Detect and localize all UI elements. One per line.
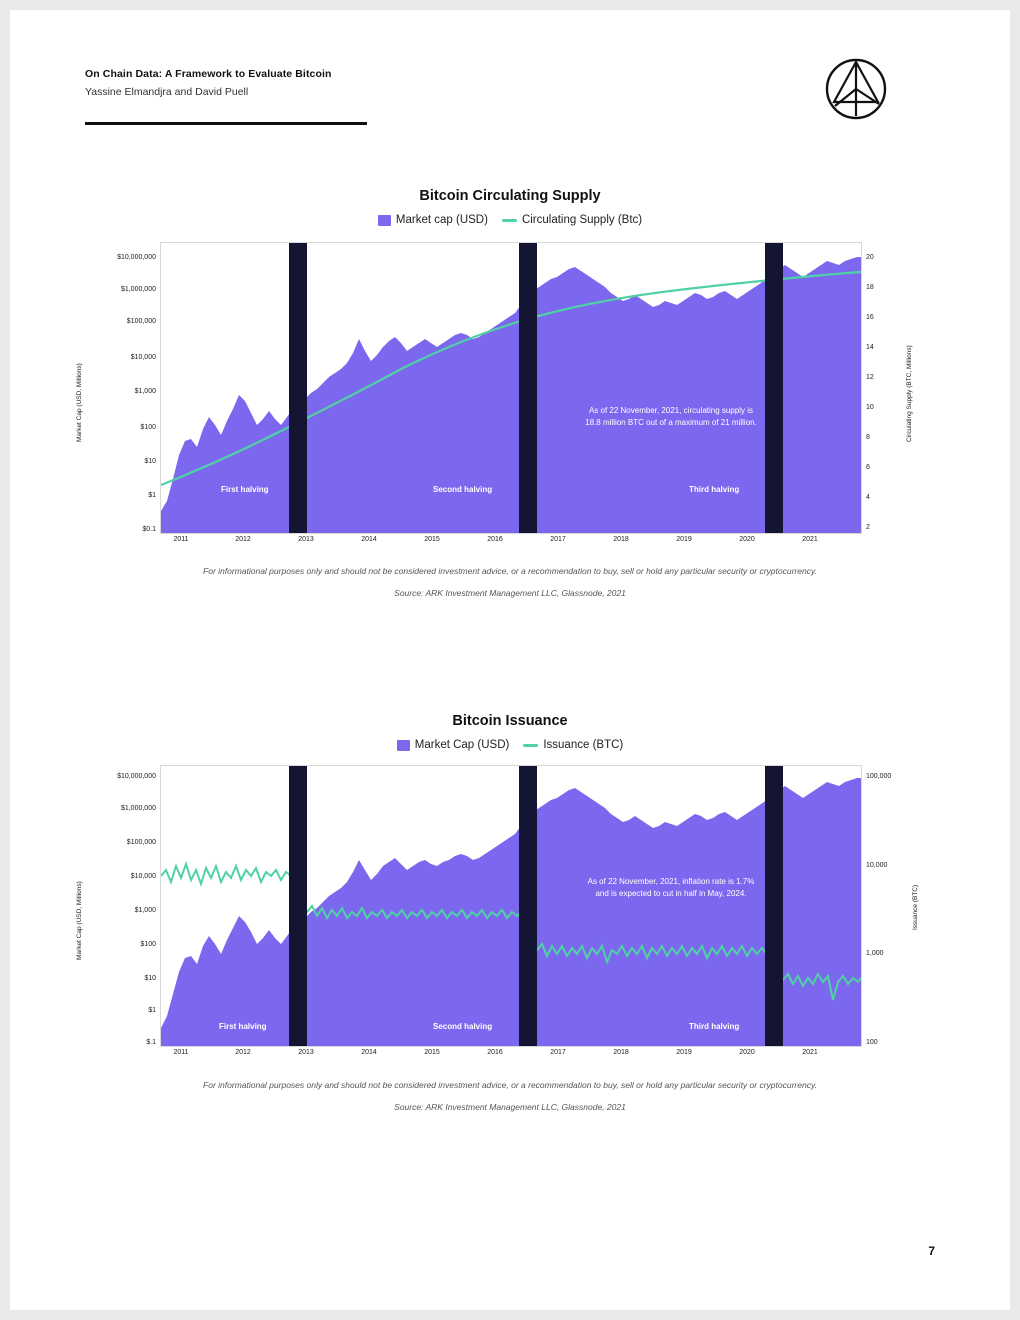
document-header-title: On Chain Data: A Framework to Evaluate Bitcoin: [85, 68, 332, 80]
chart-2-ytick-2: $100,000: [126, 839, 156, 846]
chart-2-xtick-9: 2020: [739, 1049, 755, 1056]
chart-1-title: Bitcoin Circulating Supply: [419, 188, 601, 204]
ark-invest-logo-icon: [825, 58, 887, 120]
chart-1-y2tick-3: 14: [866, 344, 874, 351]
chart-2-xtick-2: 2013: [298, 1049, 314, 1056]
chart-1-y2tick-9: 2: [866, 524, 870, 531]
chart-1-annotation: As of 22 November, 2021, circulating supply is 18.8 million BTC out of a maximum of 21 million.: [585, 406, 757, 427]
chart-1-y2tick-6: 8: [866, 434, 870, 441]
chart-2-ylabel-right: Issuance (BTC): [912, 884, 919, 930]
legend-label-circulating-supply: Circulating Supply (Btc): [521, 214, 643, 226]
chart-2-annotation: As of 22 November, 2021, inflation rate is 1.7% and is expected to cut in half in May, 2024.: [587, 877, 755, 898]
chart-2-xtick-1: 2012: [235, 1049, 251, 1056]
chart-1-ylabel-left: Market Cap (USD, Millions): [76, 363, 83, 442]
chart-1-y2tick-8: 4: [866, 494, 870, 501]
chart-2-xtick-4: 2015: [424, 1049, 440, 1056]
legend-item-circulating-supply: [502, 214, 642, 226]
chart-2-ytick-6: $10: [144, 975, 156, 982]
document-page: [10, 10, 1010, 1310]
chart-2-legend: [10, 739, 1010, 751]
chart-2-source: Source: ARK Investment Management LLC, Glassnode, 2021: [394, 1102, 626, 1112]
chart-2-ytick-0: $10,000,000: [117, 773, 156, 780]
legend-item-issuance: [523, 739, 623, 751]
chart-1-y2tick-2: 16: [866, 314, 874, 321]
chart-1-ytick-7: $1: [148, 492, 156, 499]
chart-1-ytick-1: $1,000,000: [120, 286, 156, 293]
chart-2-plot-area: [76, 765, 919, 1056]
chart-2-ylabel-left: Market Cap (USD, Millions): [76, 881, 83, 960]
chart-2-ytick-5: $100: [140, 941, 156, 948]
halving-label-first: First halving: [221, 485, 269, 494]
chart-1-disclaimer: For informational purposes only and should not be considered investment advice, or a recommendation to buy, sell or hold any particular security or cryptocurrency.: [203, 566, 817, 576]
chart-1-ylabel-right: Circulating Supply (BTC, Millions): [906, 345, 913, 442]
chart-2-ytick-8: $.1: [146, 1039, 156, 1046]
chart-1-plot-area: [76, 242, 913, 543]
chart-1-y2tick-7: 6: [866, 464, 870, 471]
chart-2-xtick-10: 2021: [802, 1049, 818, 1056]
legend-line-issuance: [523, 744, 538, 747]
chart-1-source: Source: ARK Investment Management LLC, Glassnode, 2021: [394, 588, 626, 598]
chart-1-ytick-6: $10: [144, 458, 156, 465]
legend-swatch-market-cap-2: [397, 740, 410, 751]
legend-label-market-cap: Market cap (USD): [395, 214, 488, 226]
chart-2-xtick-5: 2016: [487, 1049, 503, 1056]
chart-2-ytick-3: $10,000: [130, 873, 156, 880]
page-number: 7: [928, 1244, 935, 1258]
chart-1-xtick-10: 2021: [802, 536, 818, 543]
halving-bar-second: [519, 243, 537, 533]
chart-2-y2tick-3: 100: [866, 1039, 878, 1046]
chart-1-xtick-9: 2020: [739, 536, 755, 543]
chart-2-canvas: [160, 765, 862, 1047]
halving-label-second: Second halving: [433, 485, 493, 494]
chart-2-xtick-7: 2018: [613, 1049, 629, 1056]
legend-label-market-cap-2: Market Cap (USD): [414, 739, 510, 751]
halving-label-second-2: Second halving: [433, 1022, 493, 1031]
chart-1-ytick-3: $10,000: [130, 354, 156, 361]
halving-bar-second-2: [519, 766, 537, 1046]
chart-2-ytick-1: $1,000,000: [120, 805, 156, 812]
chart-2-disclaimer: For informational purposes only and should not be considered investment advice, or a recommendation to buy, sell or hold any particular security or cryptocurrency.: [203, 1080, 817, 1090]
chart-2-xtick-8: 2019: [676, 1049, 692, 1056]
chart-1-ytick-4: $1,000: [134, 388, 156, 395]
chart-1-y2tick-5: 10: [866, 404, 874, 411]
chart-2-xtick-0: 2011: [173, 1049, 189, 1056]
chart-1-xtick-5: 2016: [487, 536, 503, 543]
chart-1-y2tick-0: 20: [866, 254, 874, 261]
halving-bar-third-2: [765, 766, 783, 1046]
halving-label-first-2: First halving: [219, 1022, 267, 1031]
chart-2-ytick-7: $1: [148, 1007, 156, 1014]
halving-bar-first: [289, 243, 307, 533]
chart-1-xtick-4: 2015: [424, 536, 440, 543]
chart-1-xtick-8: 2019: [676, 536, 692, 543]
legend-line-circulating-supply: [502, 219, 517, 222]
chart-1-ytick-0: $10,000,000: [117, 254, 156, 261]
chart-1-xtick-2: 2013: [298, 536, 314, 543]
chart-1-ytick-8: $0.1: [142, 526, 156, 533]
chart-1-xtick-1: 2012: [235, 536, 251, 543]
document-header-authors: Yassine Elmandjra and David Puell: [85, 86, 249, 98]
chart-2-xtick-6: 2017: [550, 1049, 566, 1056]
chart-1-xtick-6: 2017: [550, 536, 566, 543]
chart-1-y2tick-4: 12: [866, 374, 874, 381]
chart-1-canvas: [160, 242, 862, 534]
legend-item-market-cap-2: [397, 739, 510, 751]
chart-1-xtick-3: 2014: [361, 536, 377, 543]
legend-item-market-cap: [378, 214, 488, 226]
chart-1-y2tick-1: 18: [866, 284, 874, 291]
chart-2-y2tick-1: 10,000: [866, 862, 888, 869]
chart-2-ytick-4: $1,000: [134, 907, 156, 914]
chart-1-ytick-2: $100,000: [126, 318, 156, 325]
chart-2-xtick-3: 2014: [361, 1049, 377, 1056]
chart-1-legend: [10, 214, 1010, 226]
chart-2-y2tick-0: 100,000: [866, 773, 892, 780]
chart-2-y2tick-2: 1,000: [866, 950, 884, 957]
chart-1-ytick-5: $100: [140, 424, 156, 431]
halving-label-third-2: Third halving: [689, 1022, 740, 1031]
chart-2-svg: [161, 766, 861, 1046]
chart-2-title: Bitcoin Issuance: [452, 713, 568, 729]
halving-label-third: Third halving: [689, 485, 740, 494]
legend-label-issuance: Issuance (BTC): [543, 739, 624, 751]
chart-1-xtick-0: 2011: [173, 536, 189, 543]
header-divider: [85, 122, 367, 125]
halving-bar-third: [765, 243, 783, 533]
chart-1-xtick-7: 2018: [613, 536, 629, 543]
halving-bar-first-2: [289, 766, 307, 1046]
legend-swatch-market-cap: [378, 215, 391, 226]
